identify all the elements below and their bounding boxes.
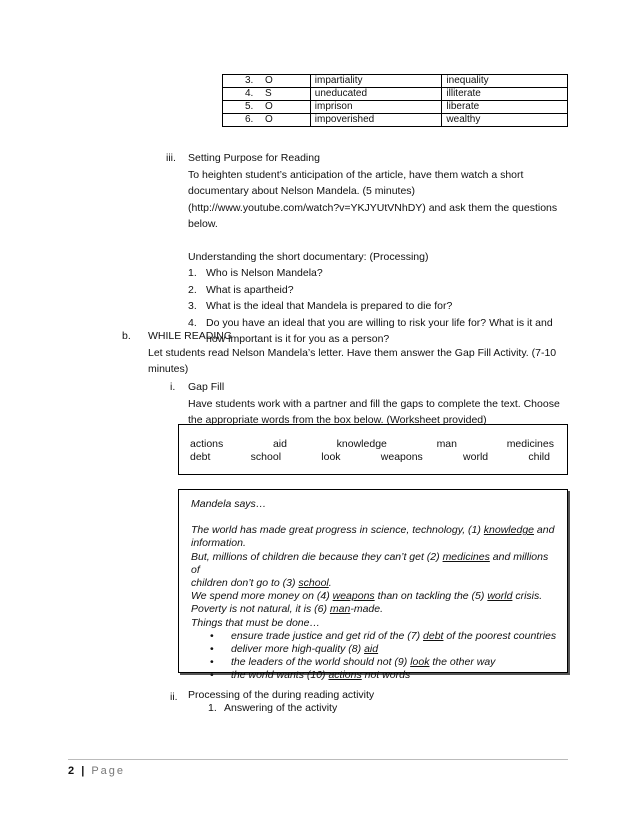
passage-line: Things that must be done…	[191, 616, 320, 629]
text-line: the appropriate words from the box below. (Worksheet provided)	[188, 414, 487, 426]
text-line: documentary about Nelson Mandela. (5 minutes)	[188, 185, 416, 197]
bullet-item: • the leaders of the world should not (9) look the other way	[210, 656, 496, 669]
word-option: man	[436, 438, 457, 450]
section-b-marker: b.	[122, 330, 131, 342]
section-ii	[188, 689, 578, 715]
bullet-icon: •	[210, 656, 214, 669]
bullet-icon: •	[210, 669, 214, 682]
bullet-item: • ensure trade justice and get rid of the (7) debt of the poorest countries	[210, 629, 557, 642]
gap-answer: world	[487, 590, 513, 603]
page-label: Page	[91, 765, 126, 777]
word-option: weapons	[380, 451, 423, 463]
section-ii-heading: Processing of the during reading activity	[188, 689, 375, 701]
text-line: To heighten student’s anticipation of the article, have them watch a short	[188, 168, 524, 181]
gap-answer: weapons	[332, 590, 375, 603]
row-letter: S	[265, 88, 272, 99]
list-item: 4. Do you have an ideal that you are willing to risk your life for? What is it and	[188, 316, 553, 329]
list-item: 2. What is apartheid?	[188, 283, 294, 296]
gap-answer: actions	[328, 669, 362, 682]
list-item-continuation: how important is it for you as a person?	[206, 333, 390, 345]
row-number: 4.	[245, 88, 254, 99]
row-letter: O	[265, 114, 273, 125]
passage-line: We spend more money on (4) weapons than on tackling the (5) world crisis.	[191, 590, 543, 603]
gap-answer: aid	[364, 643, 379, 656]
gap-answer: knowledge	[483, 524, 534, 537]
table-row	[223, 88, 568, 101]
table-cell: uneducated	[310, 88, 442, 101]
gap-answer: debt	[423, 629, 444, 642]
gap-answer: man	[329, 603, 351, 616]
table-cell: inequality	[442, 75, 568, 88]
passage-box	[178, 489, 568, 682]
table-cell: liberate	[442, 101, 568, 114]
text-line: below.	[188, 218, 218, 230]
passage-line: children don’t go to (3) school.	[191, 577, 332, 590]
word-option: medicines	[506, 438, 554, 450]
passage-line: information.	[191, 537, 246, 550]
table-row	[223, 101, 568, 114]
table-cell: wealthy	[442, 114, 568, 127]
row-letter: O	[265, 75, 273, 86]
table-cell: illiterate	[442, 88, 568, 101]
page-footer	[68, 765, 125, 777]
passage-line: Poverty is not natural, it is (6) man-made.	[191, 603, 384, 616]
table-row	[223, 114, 568, 127]
word-option: actions	[190, 438, 224, 450]
section-b	[148, 328, 578, 378]
sub-heading: Understanding the short documentary: (Processing)	[188, 250, 429, 263]
bullet-item: • deliver more high-quality (8) aid	[210, 643, 379, 656]
word-option: aid	[272, 438, 287, 450]
table-cell: imprison	[310, 101, 442, 114]
word-box	[178, 424, 568, 475]
antonym-table	[222, 74, 568, 127]
section-b-heading: WHILE READING	[148, 330, 233, 342]
word-option: debt	[190, 451, 211, 463]
list-item: 1. Who is Nelson Mandela?	[188, 267, 323, 279]
text-line: Have students work with a partner and fill the gaps to complete the text. Choose	[188, 397, 560, 410]
gap-answer: look	[410, 656, 430, 669]
word-row	[190, 451, 557, 464]
section-i-heading: Gap Fill	[188, 381, 225, 393]
table-cell: impoverished	[310, 114, 442, 127]
table-cell: impartiality	[310, 75, 442, 88]
word-option: world	[463, 451, 489, 463]
gap-answer: medicines	[442, 550, 490, 563]
text-line: (http://www.youtube.com/watch?v=YKJYUtVNhDY) and ask them the questions	[188, 201, 558, 214]
word-option: look	[321, 451, 341, 463]
text-line: Let students read Nelson Mandela’s letter. Have them answer the Gap Fill Activity. (7-10	[148, 346, 557, 359]
section-iii-marker: iii.	[166, 152, 176, 164]
list-item: 1. Answering of the activity	[208, 702, 338, 714]
bullet-icon: •	[210, 643, 214, 656]
table-row	[223, 75, 568, 88]
passage-line: But, millions of children die because they can’t get (2) medicines and millions of	[191, 550, 549, 576]
passage-title: Mandela says…	[191, 498, 267, 510]
row-number: 3.	[245, 75, 254, 86]
passage-line: The world has made great progress in science, technology, (1) knowledge and	[191, 524, 555, 537]
section-i-marker: i.	[170, 381, 176, 393]
word-option: knowledge	[336, 438, 387, 450]
section-i	[188, 379, 578, 429]
row-number: 5.	[245, 101, 254, 112]
text-line: minutes)	[148, 363, 189, 375]
footer-separator: |	[81, 765, 85, 777]
section-ii-marker: ii.	[170, 691, 178, 703]
section-iii-heading: Setting Purpose for Reading	[188, 152, 320, 164]
bullet-item: • the world wants (10) actions not words	[210, 669, 411, 682]
word-option: child	[528, 451, 550, 463]
page-number: 2	[68, 765, 75, 777]
footer-divider	[68, 759, 568, 760]
section-iii	[188, 150, 578, 348]
bullet-icon: •	[210, 629, 214, 642]
row-letter: O	[265, 101, 273, 112]
word-option: school	[250, 451, 282, 463]
gap-answer: school	[298, 577, 329, 590]
word-row	[190, 438, 557, 451]
list-item: 3. What is the ideal that Mandela is prepared to die for?	[188, 300, 453, 312]
row-number: 6.	[245, 114, 254, 125]
